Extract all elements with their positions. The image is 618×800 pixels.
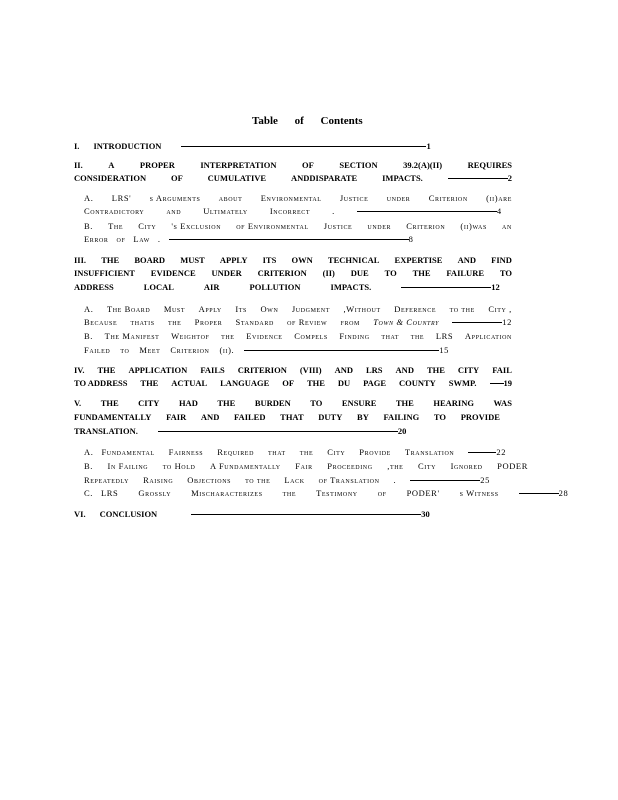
toc-word: Town & Country [373,317,440,327]
toc-word: COUNTY [398,378,436,388]
toc-word: B. [84,221,93,231]
toc-word: The Board [106,304,151,314]
toc-entry-iii-b-cont [84,345,512,355]
toc-word: Objections [187,475,232,485]
toc-word: the [299,447,314,457]
toc-word: Incorrect [269,206,311,216]
toc-word: INTERPRETATION [200,160,277,170]
toc-word: an [502,221,512,231]
page-number: 12 [491,282,500,292]
toc-word: APPLICATION [128,365,188,375]
toc-word: POLLUTION [249,282,301,292]
toc-word: CONSIDERATION [74,173,147,183]
toc-word: Criterion [428,193,468,203]
toc-word: WAS [493,398,512,408]
toc-word: Ultimately [203,206,248,216]
toc-word: II. [74,160,83,170]
dot-leader [490,383,504,384]
toc-word: LRS [435,331,454,341]
toc-word: 's Exclusion [171,221,222,231]
toc-word: TO [433,412,447,422]
toc-word: CRITERION [257,268,307,278]
toc-word: ADDRESS [74,282,114,292]
toc-word: THE [97,365,116,375]
toc-word: (ii)are [486,193,512,203]
toc-word: C. [84,488,93,498]
toc-word: TECHNICAL [327,255,380,265]
toc-word: DU [337,378,351,388]
toc-word: A Fundamentally [209,461,281,471]
toc-word: (II) [322,268,335,278]
toc-word: that [381,331,400,341]
toc-word: CRITERION [237,365,287,375]
toc-word: AND [334,365,353,375]
toc-word: of Environmental [236,221,309,231]
dot-leader [448,178,508,179]
toc-word: ENSURE [341,398,377,408]
toc-word: HAD [178,398,198,408]
toc-word: TRANSLATION. [74,426,138,436]
toc-word: THAT [280,412,304,422]
toc-word: ,Without [343,304,381,314]
toc-entry-iii-b [84,331,512,341]
toc-word: The Manifest [104,331,160,341]
toc-word: AIR [203,282,220,292]
toc-word: BY [357,412,369,422]
toc-word: to the [245,475,271,485]
toc-word: FAIR [166,412,187,422]
toc-entry-ii-cont [74,173,512,183]
toc-word: THE [100,398,119,408]
toc-entry-iv-cont [74,378,512,388]
toc-word: Ignored [450,461,483,471]
dot-leader [158,431,398,432]
toc-word: . [157,234,161,244]
toc-word: Proceeding [327,461,373,471]
toc-entry-iii-a [84,304,512,314]
toc-word: Failed [84,345,111,355]
page-number: 12 [502,317,512,327]
toc-word: Fair [295,461,313,471]
dot-leader [169,239,409,240]
toc-word: Deference [394,304,437,314]
toc-entry-v-c [84,488,569,498]
page-number: 19 [503,378,512,388]
toc-word: OF [302,160,314,170]
toc-word: THE [306,378,325,388]
toc-word: A [108,160,115,170]
toc-entry-iii-cont [74,268,512,278]
toc-word: Justice [323,221,353,231]
toc-word: Evidence [246,331,283,341]
toc-word: City [327,447,346,457]
toc-word: Testimony [316,488,358,498]
toc-word: PODER [497,461,528,471]
toc-entry-iii [74,255,512,265]
toc-word: TO ADDRESS [74,378,128,388]
toc-entry-v-b-cont [84,475,512,485]
toc-word: BURDEN [254,398,291,408]
toc-word: Criterion [406,221,446,231]
toc-word: FUNDAMENTALLY [74,412,152,422]
toc-word: Its [235,304,247,314]
toc-entry-v [74,398,512,408]
toc-word: A. [84,447,94,457]
toc-word: City [417,461,437,471]
toc-word: CONCLUSION [99,509,158,519]
toc-word: of Review [287,317,328,327]
toc-entry-ii-b [84,221,512,231]
toc-word: DUTY [318,412,343,422]
toc-word: City [138,221,157,231]
toc-word: Law [133,234,150,244]
toc-word: AND [200,412,220,422]
toc-word: TO [499,268,512,278]
toc-entry-vi [74,509,512,519]
toc-word: Proper [194,317,223,327]
toc-word: of [116,234,126,244]
toc-word: of Translation [318,475,380,485]
page-number: 8 [408,234,414,244]
toc-word: In Failing [107,461,149,471]
dot-leader [191,514,421,515]
toc-word: s Witness [459,488,499,498]
leader-with-page [490,378,513,388]
page-number: 25 [480,475,490,485]
toc-word: VI. [74,509,86,519]
toc-word: Error [84,234,109,244]
toc-entry-v-b [84,461,528,471]
toc-word: THE [140,378,159,388]
toc-entry-ii-a [84,193,512,203]
dot-leader [468,452,496,453]
toc-word: Fairness [168,447,204,457]
toc-entry-ii-b-cont [84,234,512,244]
toc-word: DUE [350,268,369,278]
toc-word: Standard [235,317,274,327]
toc-entry-v-cont2 [74,426,512,436]
toc-word: the [410,331,425,341]
dot-leader [357,211,497,212]
toc-word: to the [449,304,475,314]
toc-word: Weightof [171,331,210,341]
toc-word: 39.2(A)(II) [403,160,443,170]
page-number: 15 [439,345,449,355]
toc-word: PAGE [363,378,387,388]
toc-word: THE [426,365,445,375]
dot-leader [401,287,491,288]
toc-word: Fundamental [101,447,155,457]
toc-word: Application [464,331,512,341]
toc-word: IV. [74,365,85,375]
toc-word: LRS [366,365,383,375]
leader-with-page [452,317,512,327]
page-number: 2 [507,173,512,183]
toc-word: that [268,447,286,457]
toc-word: FAILURE [446,268,484,278]
toc-word: MUST [180,255,205,265]
toc-word: IMPACTS. [330,282,372,292]
toc-word: (VIII) [299,365,322,375]
toc-word: Required [217,447,255,457]
toc-word: Contradictory [84,206,145,216]
toc-word: Environmental [260,193,322,203]
toc-word: LRS [101,488,119,498]
toc-word: TO [384,268,397,278]
toc-word: THE [217,398,236,408]
toc-word: IMPACTS. [382,173,423,183]
toc-word: APPLY [219,255,248,265]
toc-entry-ii-a-cont [84,206,512,216]
page-number: 1 [426,141,431,151]
toc-word: BOARD [134,255,166,265]
toc-word: AND [457,255,477,265]
leader-with-page [448,173,512,183]
toc-word: ANDDISPARATE [290,173,358,183]
page-title: Table of Contents [252,115,363,127]
toc-word: Judgment [291,304,330,314]
page-number: 22 [496,447,507,457]
toc-word: to Hold [162,461,196,471]
toc-word: ,the [387,461,404,471]
dot-leader [410,480,480,481]
toc-word: City , [488,304,512,314]
toc-word: A. [84,304,94,314]
toc-word: Lack [284,475,305,485]
toc-word: Apply [198,304,222,314]
toc-word: CITY [457,365,480,375]
toc-word: Criterion [170,345,210,355]
toc-word: THE [412,268,431,278]
toc-word: SECTION [339,160,378,170]
toc-word: EVIDENCE [150,268,196,278]
toc-word: OF [170,173,183,183]
dot-leader [452,322,502,323]
page-number: 20 [397,426,407,436]
toc-word: ITS [262,255,277,265]
toc-word: of [377,488,387,498]
page-number: 30 [421,509,430,519]
toc-word: CITY [138,398,160,408]
page-number: 4 [496,206,502,216]
toc-word: III. [74,255,87,265]
toc-word: THE [101,255,120,265]
toc-word: Own [260,304,279,314]
toc-word: . [393,475,397,485]
toc-word: s Arguments [149,193,201,203]
toc-word: LRS' [111,193,132,203]
toc-word: Raising [143,475,174,485]
toc-word: The [108,221,124,231]
toc-word: THE [395,398,414,408]
toc-word: LOCAL [143,282,174,292]
toc-word: Because [84,317,118,327]
toc-word: (ii). [219,345,235,355]
toc-word: INTRODUCTION [93,141,162,151]
toc-word: AND [395,365,414,375]
toc-word: Grossly [138,488,172,498]
toc-word: . [332,206,335,216]
toc-word: CUMULATIVE [207,173,267,183]
toc-word: UNDER [211,268,242,278]
toc-word: Meet [139,345,161,355]
toc-word: FAILS [200,365,225,375]
dot-leader [244,350,439,351]
toc-word: OWN [291,255,313,265]
toc-word: to [120,345,130,355]
toc-word: Compels [294,331,328,341]
toc-word: I. [74,141,80,151]
toc-word: FAILING [383,412,420,422]
toc-word: A. [84,193,94,203]
toc-word: PROPER [139,160,175,170]
toc-word: Provide [359,447,391,457]
toc-word: REQUIRES [467,160,512,170]
toc-word: OF [282,378,295,388]
toc-word: Justice [339,193,369,203]
toc-word: PROVIDE [460,412,500,422]
page-number: 28 [558,488,569,498]
toc-word: Mischaracterizes [191,488,263,498]
toc-word: LANGUAGE [220,378,270,388]
toc-word: INSUFFICIENT [74,268,135,278]
toc-entry-v-cont [74,412,500,422]
toc-word: the [167,317,182,327]
toc-word: Must [163,304,186,314]
toc-word: Repeatedly [84,475,130,485]
toc-word: B. [84,461,93,471]
toc-entry-ii [74,160,512,170]
toc-word: (ii)was [460,221,487,231]
toc-word: FIND [491,255,512,265]
toc-word: about [218,193,243,203]
dot-leader [519,493,559,494]
toc-word: Finding [339,331,370,341]
toc-word: ACTUAL [171,378,208,388]
toc-word: V. [74,398,82,408]
toc-word: FAILED [234,412,266,422]
toc-word: the [221,331,235,341]
toc-entry-v-a [84,447,512,457]
toc-entry-iii-a-cont [84,317,512,327]
toc-word: Translation [404,447,455,457]
toc-word: under [367,221,392,231]
toc-word: from [340,317,360,327]
toc-entry-i [74,141,512,151]
toc-word: the [282,488,297,498]
toc-word: SWMP. [448,378,477,388]
toc-entry-iv [74,365,512,375]
toc-word: thatis [130,317,155,327]
toc-entry-iii-cont2 [74,282,512,292]
toc-word: FAIL [492,365,512,375]
toc-word: PODER' [406,488,440,498]
toc-word: TO [310,398,323,408]
dot-leader [181,146,426,147]
toc-word: under [386,193,411,203]
toc-word: EXPERTISE [394,255,443,265]
toc-word: B. [84,331,93,341]
toc-word: and [166,206,182,216]
toc-word: HEARING [433,398,474,408]
